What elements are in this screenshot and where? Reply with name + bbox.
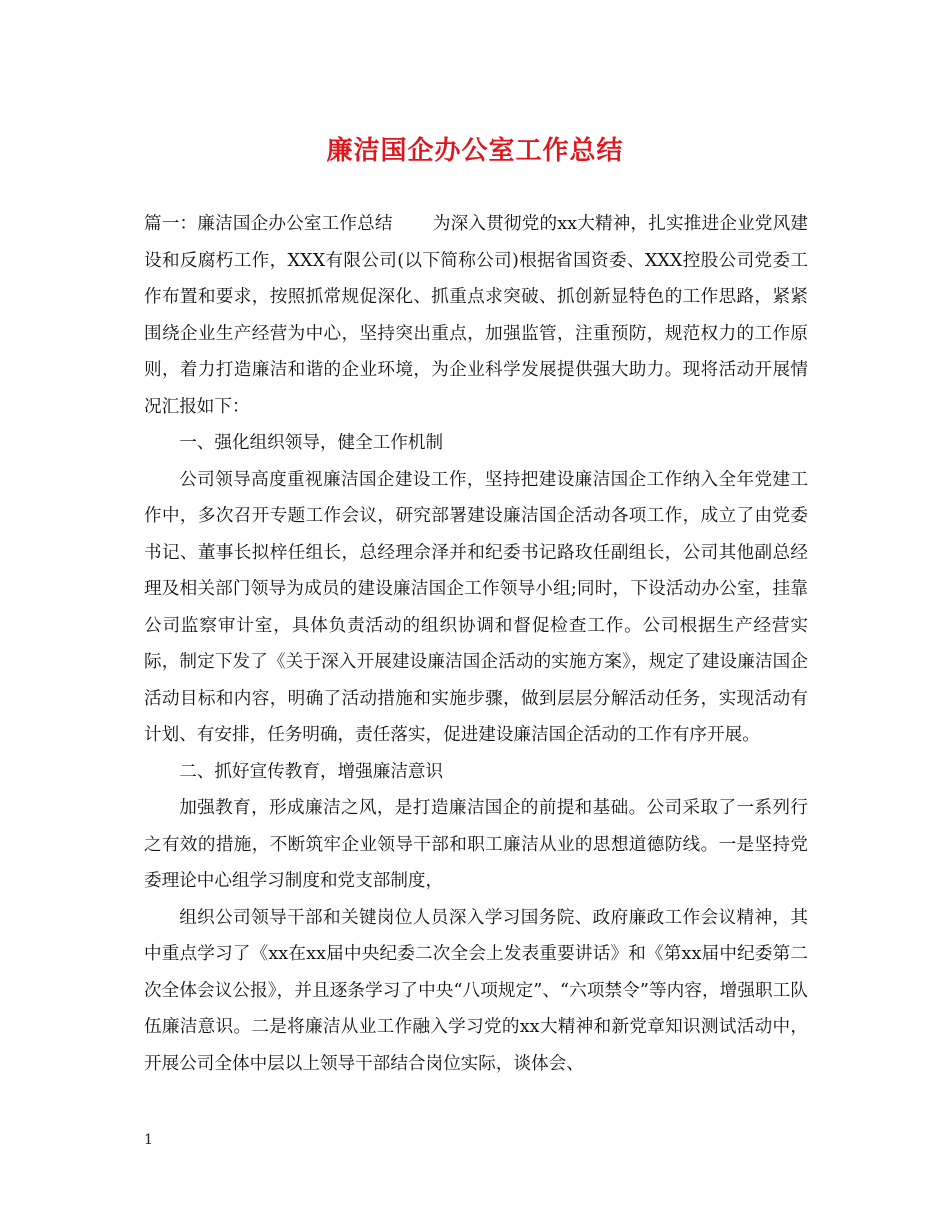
body-paragraph-1: 公司领导高度重视廉洁国企建设工作，坚持把建设廉洁国企工作纳入全年党建工作中，多次召开专题工作会议，研究部署建设廉洁国企活动各项工作，成立了由党委书记、董事长拟梓任组长，总经理佘泽并和纪委书记路玫任副组长，公司其他副总经理及相关部门领导为成员的建设廉洁国企工作领导小组;同时，下设活动办公室，挂靠公司监察审计室，具体负责活动的组织协调和督促检查工作。公司根据生产经营实际，制定下发了《关于深入开展建设廉洁国企活动的实施方案》，规定了建设廉洁国企活动目标和内容，明确了活动措施和实施步骤，做到层层分解活动任务，实现活动有计划、有安排，任务明确，责任落实，促进建设廉洁国企活动的工作有序开展。 [144,469,808,745]
intro-paragraph [144,206,808,425]
intro-label: 篇一：廉洁国企办公室工作总结 [144,214,393,234]
body-paragraph-2: 加强教育，形成廉洁之风，是打造廉洁国企的前提和基础。公司采取了一系列行之有效的措施，不断筑牢企业领导干部和职工廉洁从业的思想道德防线。一是坚持党委理论中心组学习制度和党支部制度， [144,798,808,891]
section-heading-1: 一、强化组织领导，健全工作机制 [179,433,444,453]
document-title: 廉洁国企办公室工作总结 [326,136,624,166]
body-paragraph-3: 组织公司领导干部和关键岗位人员深入学习国务院、政府廉政工作会议精神，其中重点学习了《xx在xx届中央纪委二次全会上发表重要讲话》和《第xx届中纪委第二次全体会议公报》，并且逐条学习了中央“八项规定”、“六项禁令”等内容，增强职工队伍廉洁意识。二是将廉洁从业工作融入学习党的xx大精神和新党章知识测试活动中，开展公司全体中层以上领导干部结合岗位实际，谈体会、 [144,907,808,1074]
page-number: 1 [144,1132,153,1148]
intro-text: 为深入贯彻党的xx大精神，扎实推进企业党风建设和反腐朽工作，XXX有限公司(以下简称公司)根据省国资委、XXX控股公司党委工作布置和要求，按照抓常规促深化、抓重点求突破、抓创新显特色的工作思路，紧紧围绕企业生产经营为中心，坚持突出重点，加强监管，注重预防，规范权力的工作原则，着力打造廉洁和谐的企业环境，为企业科学发展提供强大助力。现将活动开展情况汇报如下： [144,214,808,417]
section-heading-2: 二、抓好宣传教育，增强廉洁意识 [179,761,444,782]
document-body [144,206,808,1082]
